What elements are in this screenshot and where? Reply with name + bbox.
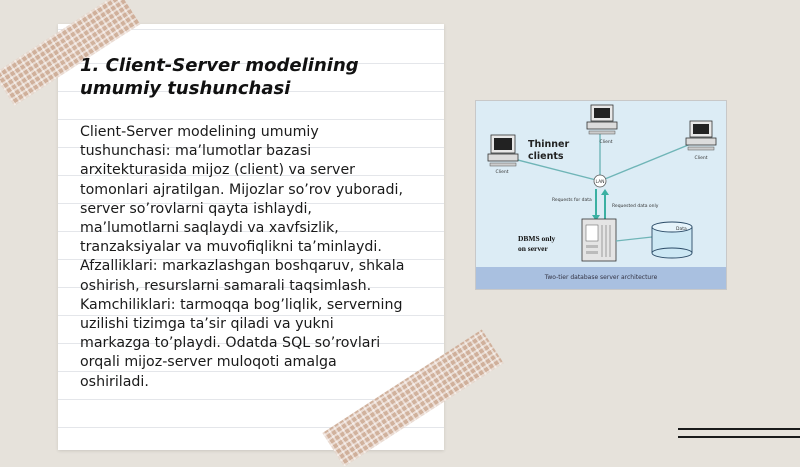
left-client-computer-icon — [488, 135, 518, 166]
diagram-canvas — [476, 101, 726, 289]
request-label: Requests for data — [552, 198, 592, 203]
right-client-computer-icon — [686, 121, 716, 150]
clients-label: clients — [528, 151, 564, 162]
slide-title: 1. Client-Server modelining umumiy tushunchasi — [80, 55, 359, 99]
server-tower-icon — [582, 219, 616, 261]
link-server-database — [616, 237, 652, 241]
client-server-diagram — [475, 100, 727, 290]
left-client-label: Client — [495, 170, 509, 175]
requested-label: Requested data only — [612, 204, 659, 209]
right-client-label: Client — [694, 156, 708, 161]
decorative-lines — [678, 428, 800, 448]
link-right-client — [600, 141, 698, 181]
database-label: Data — [676, 227, 687, 232]
diagram-caption: Two-tier database server architecture — [544, 274, 658, 281]
decorative-line — [678, 436, 800, 438]
decorative-line — [678, 428, 800, 430]
response-arrow-head-icon — [601, 189, 609, 195]
slide-body-text: Client-Server modelining umumiy tushunchasi: ma’lumotlar bazasi arxitekturasida mijoz (client) va server tomonlari ajratilgan. Mijozlar so’rov yuboradi, server so’rovlarni qayta ishlaydi, ma’lumotlarni saqlaydi va xavfsizlik, tranzaksiyalar va muvofiqlikni ta’minlaydi. Afzalliklari: markazlashgan boshqaruv, shkala oshirish, resurslarni samarali taqsimlash. Kamchiliklari: tarmoqqa bog’liqlik, serverning uzilishi tizimga ta’sir qiladi va yukni markazga to’playdi. Odatda SQL so’rovlari orqali mijoz-server muloqoti amalga oshiriladi. — [80, 124, 405, 390]
dbms-label: DBMS only — [518, 234, 556, 243]
top-client-computer-icon — [587, 105, 617, 134]
top-client-label: Client — [599, 140, 613, 145]
on-server-label: on server — [518, 244, 548, 253]
thinner-label: Thinner — [528, 139, 570, 150]
lan-label: LAN — [595, 180, 605, 185]
